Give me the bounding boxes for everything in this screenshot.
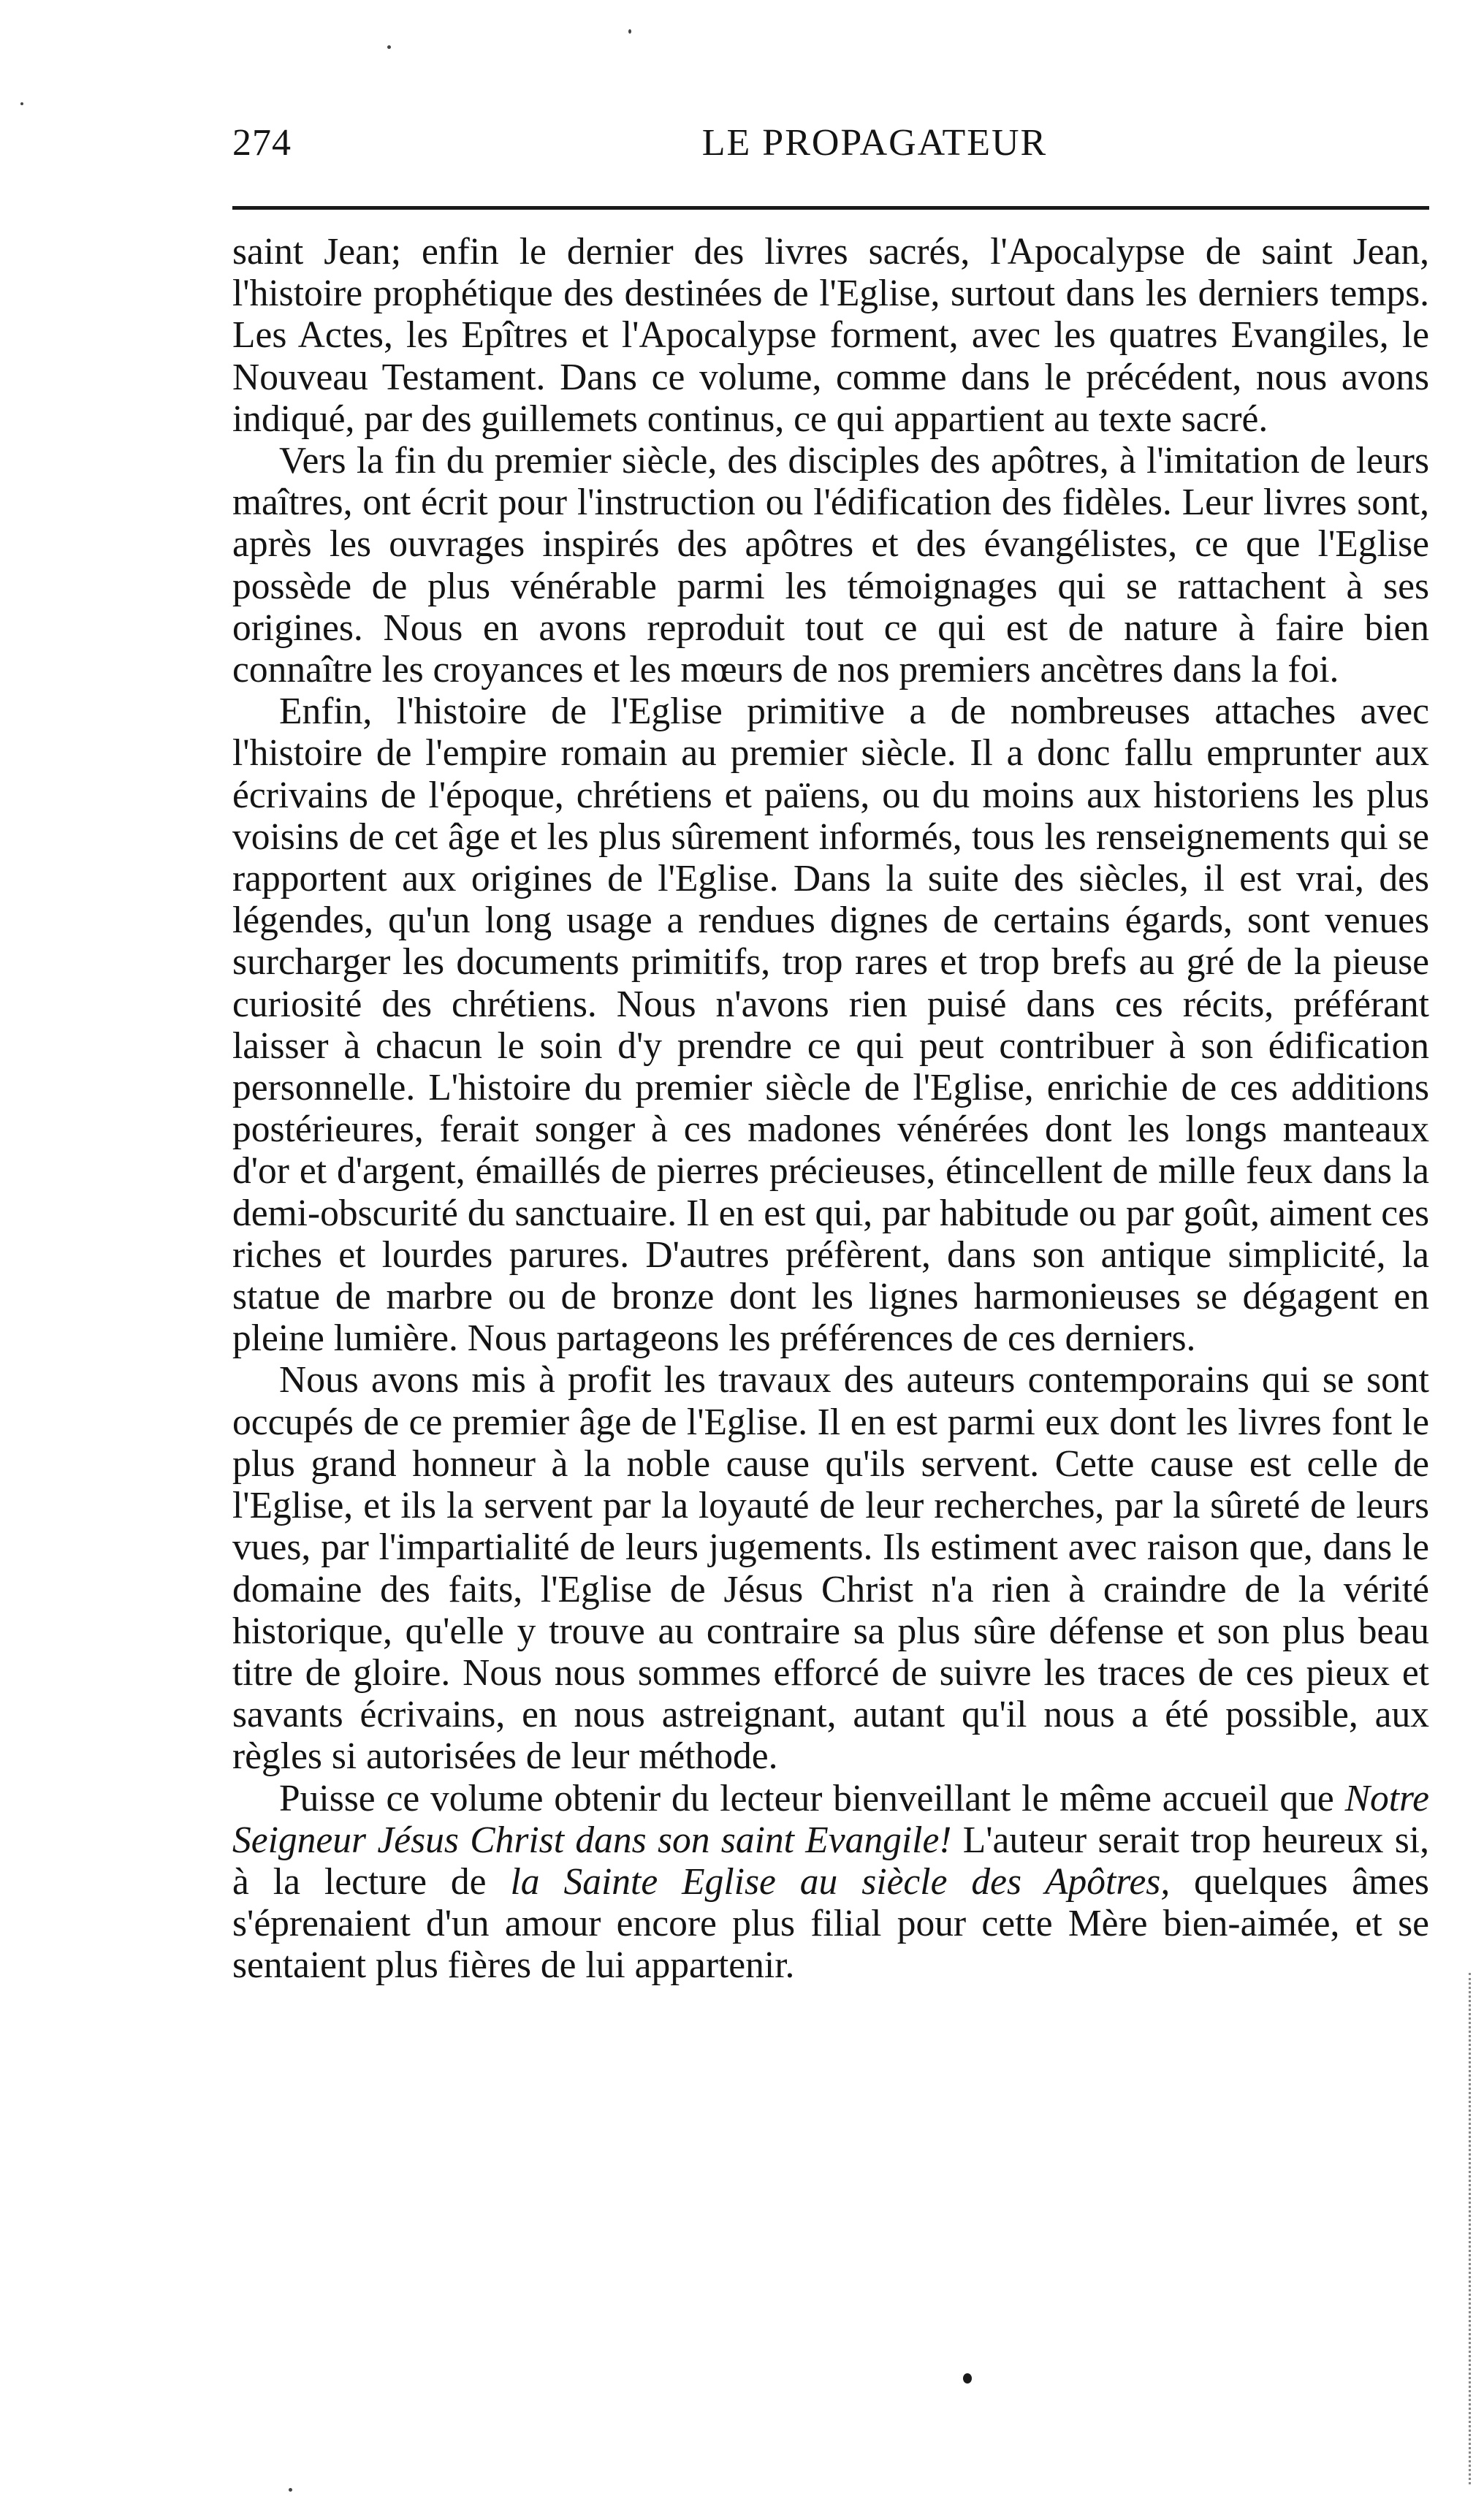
- paragraph-5-text-a: Puisse ce volume obtenir du lecteur bienveillant le même accueil que: [279, 1777, 1345, 1819]
- running-title: LE PROPAGATEUR: [701, 122, 1048, 164]
- page-edge-mark: [1469, 1973, 1471, 2484]
- paper-speck: [289, 2488, 292, 2492]
- paragraph-5-text-b: L'auteur serait trop heureux si, à la lecture de: [232, 1819, 1429, 1903]
- italic-title-book: la Sainte Eglise au siècle des Apôtres,: [510, 1860, 1171, 1903]
- ink-dot: [963, 2373, 972, 2384]
- page-header: [232, 114, 1429, 172]
- paper-speck: [387, 45, 391, 49]
- paragraph-1: saint Jean; enfin le dernier des livres sacrés, l'Apocalypse de saint Jean, l'histoire prophétique des destinées de l'Eglise, surtout dans les derniers temps. Les Actes, les Epîtres et l'Apocalypse forment, avec les quatres Evangiles, le Nouveau Testament. Dans ce volume, comme dans le précédent, nous avons indiqué, par des guillemets continus, ce qui appartient au texte sacré.: [232, 231, 1429, 440]
- paragraph-5: [232, 1778, 1429, 1987]
- paragraph-4: Nous avons mis à profit les travaux des auteurs contemporains qui se sont occupés de ce premier âge de l'Eglise. Il en est parmi eux dont les livres font le plus grand honneur à la noble cause qu'ils servent. Cette cause est celle de l'Eglise, et ils la servent par la loyauté de leur recherches, par la sûreté de leurs vues, par l'impartialité de leurs jugements. Ils estiment avec raison que, dans le domaine des faits, l'Eglise de Jésus Christ n'a rien à craindre de la vérité historique, qu'elle y trouve au contraire sa plus sûre défense et son plus beau titre de gloire. Nous nous sommes efforcé de suivre les traces de ces pieux et savants écrivains, en nous astreignant, autant qu'il nous a été possible, aux règles si autorisées de leur méthode.: [232, 1359, 1429, 1778]
- paragraph-3: Enfin, l'histoire de l'Eglise primitive a de nombreuses attaches avec l'histoire de l'empire romain au premier siècle. Il a donc fallu emprunter aux écrivains de l'époque, chrétiens et païens, ou du moins aux historiens les plus voisins de cet âge et les plus sûrement informés, tous les renseignements qui se rapportent aux origines de l'Eglise. Dans la suite des siècles, il est vrai, des légendes, qu'un long usage a rendues dignes de certains égards, sont venues surcharger les documents primitifs, trop rares et trop brefs au gré de la pieuse curiosité des chrétiens. Nous n'avons rien puisé dans ces récits, préférant laisser à chacun le soin d'y prendre ce qui peut contribuer à son édification personnelle. L'histoire du premier siècle de l'Eglise, enrichie de ces additions postérieures, ferait songer à ces madones vénérées dont les longs manteaux d'or et d'argent, émaillés de pierres précieuses, étincellent de mille feux dans la demi-obscurité du sanctuaire. Il en est qui, par habitude ou par goût, aiment ces riches et lourdes parures. D'autres préfèrent, dans son antique simplicité, la statue de marbre ou de bronze dont les lignes harmonieuses se dégagent en pleine lumière. Nous partageons les préférences de ces derniers.: [232, 691, 1429, 1360]
- body-text: [232, 231, 1429, 1987]
- paragraph-2: Vers la fin du premier siècle, des disciples des apôtres, à l'imitation de leurs maîtres, ont écrit pour l'instruction ou l'édification des fidèles. Leur livres sont, après les ouvrages inspirés des apôtres et des évangélistes, ce que l'Eglise possède de plus vénérable parmi les témoignages qui se rattachent à ses origines. Nous en avons reproduit tout ce qui est de nature à faire bien connaître les croyances et les mœurs de nos premiers ancètres dans la foi.: [232, 440, 1429, 691]
- header-rule: [232, 206, 1429, 210]
- paper-speck: [20, 102, 23, 105]
- paragraph-5-text-c: quelques âmes s'éprenaient d'un amour encore plus filial pour cette Mère bien-aimée, et se sentaient plus fières de lui appartenir.: [232, 1860, 1429, 1987]
- paper-speck: [628, 29, 631, 34]
- page-number: 274: [232, 122, 292, 164]
- italic-title-gospel: Notre Seigneur Jésus Christ dans son saint Evangile!: [232, 1777, 1429, 1861]
